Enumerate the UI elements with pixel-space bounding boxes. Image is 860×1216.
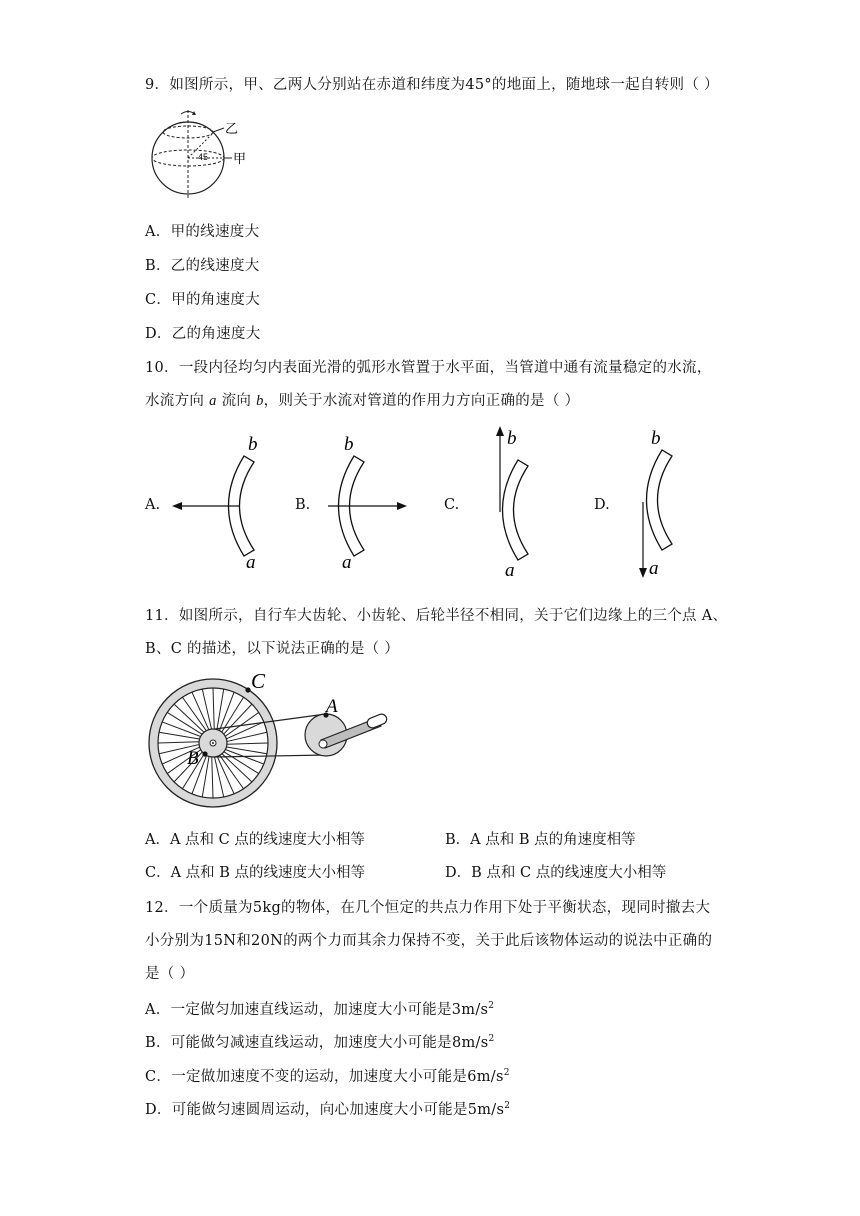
q11-label-c: C (251, 669, 266, 693)
q10-option-a-label: A. (145, 497, 161, 513)
q10-c-label-b: b (507, 428, 517, 449)
q10-option-a-figure (170, 430, 280, 575)
q12-option-sup: 2 (504, 1101, 511, 1112)
q11-bicycle-figure (145, 665, 395, 815)
q9-label-jia: 甲 (233, 152, 247, 167)
q11-option-b: B．A 点和 B 点的角速度相等 (445, 832, 636, 848)
q10-a-label-a: a (246, 552, 256, 573)
q10-option-c-label: C. (444, 497, 460, 513)
q9-stem: 9．如图所示，甲、乙两人分别站在赤道和纬度为45°的地面上，随地球一起自转则（ ） (145, 77, 719, 93)
q12-option-sup: 2 (488, 1001, 495, 1012)
q12-stem-line3: 是（ ） (145, 966, 195, 982)
q10-stem-text: 流向 (216, 393, 257, 409)
q12-option-text: C．一定做加速度不变的运动，加速度大小可能是6m/s (145, 1069, 504, 1085)
q9-option-c: C．甲的角速度大 (145, 292, 260, 308)
q12-option-sup: 2 (488, 1034, 495, 1045)
q10-d-label-a: a (649, 558, 659, 579)
q10-option-b-figure (320, 430, 420, 575)
q10-stem-line1: 10．一段内径均匀内表面光滑的弧形水管置于水平面，当管道中通有流量稳定的水流， (145, 360, 712, 376)
q11-label-b: B (187, 748, 199, 769)
q12-option-c (145, 1065, 510, 1086)
q10-stem-text: ，则关于水流对管道的作用力方向正确的是（ ） (263, 393, 580, 409)
q10-stem-line2 (145, 389, 579, 410)
q9-option-d: D．乙的角速度大 (145, 326, 261, 342)
q11-option-a: A．A 点和 C 点的线速度大小相等 (145, 832, 365, 848)
q9-label-yi: 乙 (225, 122, 239, 137)
q12-stem-line2: 小分别为15N和20N的两个力而其余力保持不变，关于此后该物体运动的说法中正确的 (145, 933, 713, 949)
q10-d-label-b: b (651, 428, 661, 449)
q9-globe-figure (150, 108, 260, 200)
q10-stem-b: b (256, 393, 264, 409)
q10-option-d-figure (615, 420, 715, 582)
q9-option-b: B．乙的线速度大 (145, 258, 260, 274)
q10-a-label-b: b (248, 434, 258, 455)
q12-option-b (145, 1031, 495, 1052)
q10-b-label-b: b (344, 434, 354, 455)
q10-option-b-label: B. (295, 497, 311, 513)
q12-option-text: B．可能做匀减速直线运动，加速度大小可能是8m/s (145, 1035, 489, 1051)
q9-option-a: A．甲的线速度大 (145, 224, 260, 240)
q9-angle-label: 45 (198, 152, 209, 162)
q12-stem-line1: 12．一个质量为5kg的物体，在几个恒定的共点力作用下处于平衡状态，现同时撤去大 (145, 900, 711, 916)
q10-option-c-figure (470, 420, 570, 582)
q11-stem-line1: 11．如图所示，自行车大齿轮、小齿轮、后轮半径不相同，关于它们边缘上的三个点 A、 (145, 608, 728, 624)
q10-b-label-a: a (342, 552, 352, 573)
q12-option-d (145, 1098, 510, 1119)
q11-stem-line2: B、C 的描述，以下说法正确的是（ ） (145, 641, 400, 657)
q11-option-c: C．A 点和 B 点的线速度大小相等 (145, 865, 366, 881)
q11-label-a: A (326, 696, 338, 717)
q10-option-d-label: D. (594, 497, 610, 513)
q10-stem-a: a (209, 393, 217, 409)
q12-option-a (145, 998, 494, 1019)
q12-option-sup: 2 (503, 1068, 510, 1079)
q12-option-text: D．可能做匀速圆周运动，向心加速度大小可能是5m/s (145, 1102, 505, 1118)
q11-option-d: D．B 点和 C 点的线速度大小相等 (445, 865, 667, 881)
q10-c-label-a: a (505, 560, 515, 581)
q10-stem-text: 水流方向 (145, 393, 210, 409)
q12-option-text: A．一定做匀加速直线运动，加速度大小可能是3m/s (145, 1002, 489, 1018)
